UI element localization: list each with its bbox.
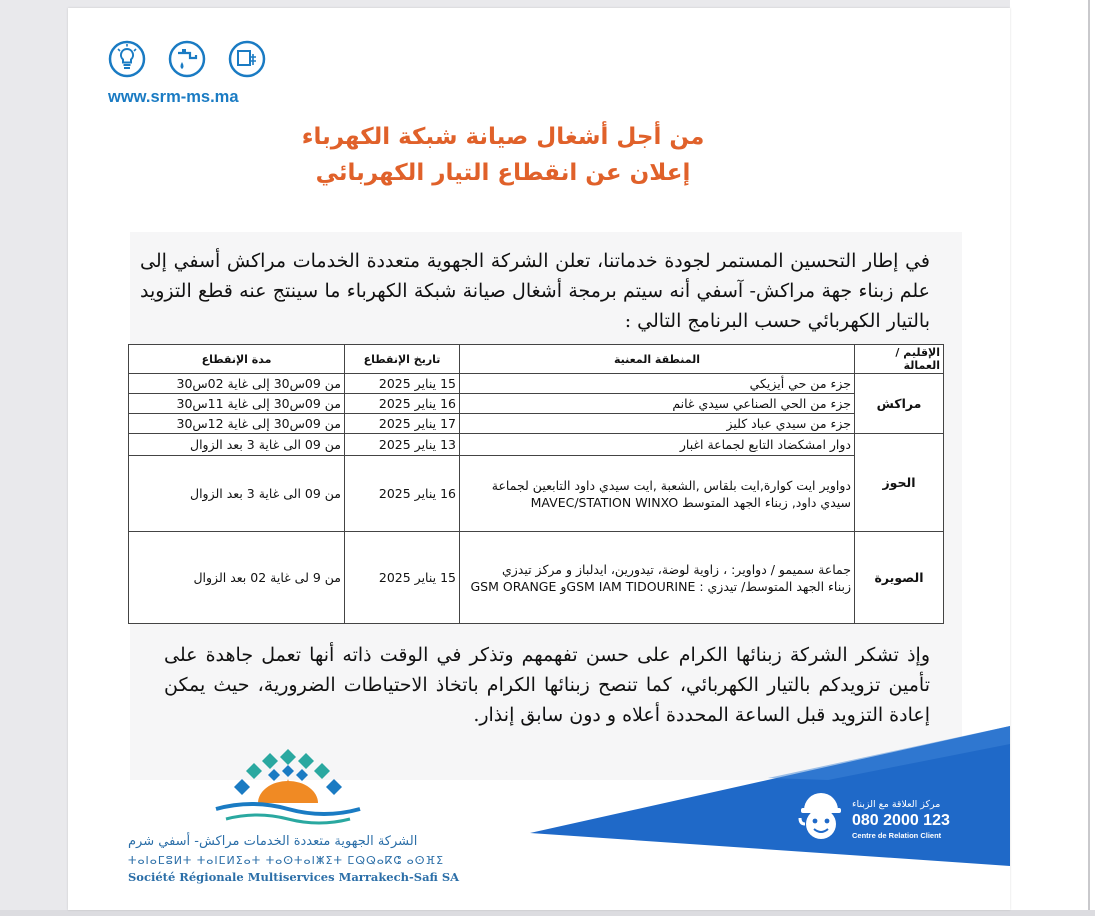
duration-cell: من 9 لى غاية 02 بعد الزوال [129,532,345,624]
header-area: المنطقة المعنية [460,345,855,374]
announcement-page [68,8,1010,910]
region-cell: الحوز [855,434,944,532]
duration-cell: من 09س30 إلى غاية 12س30 [129,414,345,434]
customer-service-mascot-icon [796,788,846,844]
date-cell: 16 يناير 2025 [345,456,460,532]
right-margin [1010,0,1095,916]
closing-paragraph: وإذ تشكر الشركة زبنائها الكرام على حسن تفهمهم وتذكر في الوقت ذاته أنها تعمل جاهدة على تأمين تزويدكم بالتيار الكهربائي، كما تنصح زبنائها الكرام باتخاذ الاحتياطات الضرورية، حيث يمكن إعادة التزويد قبل الساعة المحددة أعلاه و دون سابق إنذار. [164,644,930,726]
header-region: الإقليم / العمالة [855,345,944,374]
area-cell: جزء من الحي الصناعي سيدي غانم [460,394,855,414]
contact-center-label-ar: مركز العلاقة مع الزبناء [852,799,941,810]
date-cell: 15 يناير 2025 [345,374,460,394]
header-date: تاريخ الإنقطاع [345,345,460,374]
announcement-title: من أجل أشغال صيانة شبكة الكهرباء [301,124,705,150]
region-cell: مراكش [855,374,944,434]
company-name-tifinagh: ⵜⴰⵏⴰⵎⵓⵍⵜ ⵜⴰⵏⵎⵍⵉⴰⵜ ⵜⴰⵙⵜⴰⵏⵥⵉⵜ ⵎⵕⵕⴰⴽⵛ ⴰⵙⴼⵉ [128,854,445,867]
header-duration: مدة الإنقطاع [129,345,345,374]
contact-center-label-fr: Centre de Relation Client [852,831,942,840]
company-name-arabic: الشركة الجهوية متعددة الخدمات مراكش- أسفي شرم [128,834,418,849]
area-cell: دواوير ايت كوارة,ايت بلقاس ,الشعبة ,ايت سيدي داود التابعين لجماعة سيدي داود, زبناء الجهد المتوسط MAVEC/STATION WINXO [460,456,855,532]
region-cell: الصويرة [855,532,944,624]
right-divider [1088,0,1090,916]
area-line: جماعة سميمو / دواوير: ، زاوية لوضة، تيدورين، ايدلباز و مركز تيدزي [501,561,851,577]
intro-paragraph: في إطار التحسين المستمر لجودة خدماتنا، تعلن الشركة الجهوية متعددة الخدمات مراكش أسفي إلى علم زبناء جهة مراكش- آسفي أنه سيتم برمجة أشغال صيانة شبكة الكهرباء ما سينتج عنه قطع التزويد بالتيار الكهربائي حسب البرنامج التالي : [140,250,930,332]
duration-cell: من 09س30 إلى غاية 02س30 [129,374,345,394]
website-url[interactable]: www.srm-ms.ma [108,88,239,106]
area-line: زبناء الجهد المتوسط/ تيدزي : GSM IAM TIDOURINEو GSM ORANGE [470,578,851,594]
area-cell: جزء من سيدي عباد كليز [460,414,855,434]
bottom-divider [0,910,1095,916]
srm-logo [208,743,368,831]
date-cell: 16 يناير 2025 [345,394,460,414]
area-cell: جزء من حي أيزيكي [460,374,855,394]
announcement-subtitle: إعلان عن انقطاع التيار الكهربائي [315,160,691,186]
duration-cell: من 09 الى غاية 3 بعد الزوال [129,456,345,532]
date-cell: 17 يناير 2025 [345,414,460,434]
duration-cell: من 09س30 إلى غاية 11س30 [129,394,345,414]
duration-cell: من 09 الى غاية 3 بعد الزوال [129,434,345,456]
contact-phone-number[interactable]: 080 2000 123 [852,812,950,829]
date-cell: 15 يناير 2025 [345,532,460,624]
area-cell: دوار امشكضاد التابع لجماعة اغبار [460,434,855,456]
company-name-french: Société Régionale Multiservices Marrakech-Safi SA [128,870,460,884]
date-cell: 13 يناير 2025 [345,434,460,456]
